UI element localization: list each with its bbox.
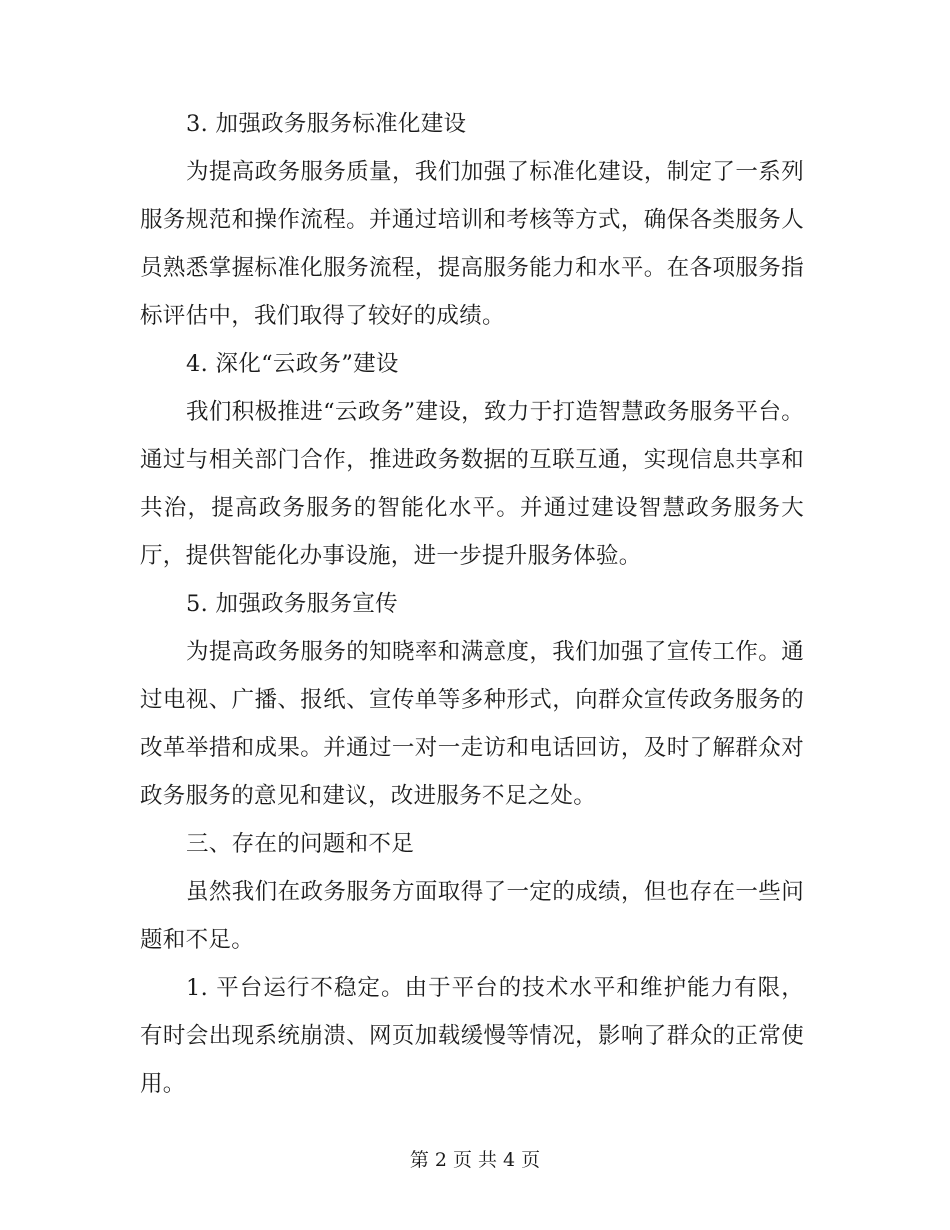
heading-standardization: 3. 加强政务服务标准化建设 [186,111,467,137]
heading-cloud-government: 4. 深化“云政务”建设 [186,351,399,377]
paragraph-cloud-government: 我们积极推进“云政务”建设，致力于打造智慧政务服务平台。通过与相关部门合作，推进政务数据的互联互通，实现信息共享和共治，提高政务服务的智能化水平。并通过建设智慧政务服务大厅，提供智能化办事设施，进一步提升服务体验。 [140,399,804,569]
paragraph-problem-1: 1. 平台运行不稳定。由于平台的技术水平和维护能力有限，有时会出现系统崩溃、网页加载缓慢等情况，影响了群众的正常使用。 [140,975,804,1097]
paragraph-publicity: 为提高政务服务的知晓率和满意度，我们加强了宣传工作。通过电视、广播、报纸、宣传单等多种形式，向群众宣传政务服务的改革举措和成果。并通过一对一走访和电话回访，及时了解群众对政务服务的意见和建议，改进服务不足之处。 [140,639,804,809]
page-number-footer: 第 2 页 共 4 页 [409,1149,541,1171]
document-body [140,100,804,1108]
paragraph-problems-intro: 虽然我们在政务服务方面取得了一定的成绩，但也存在一些问题和不足。 [140,879,804,953]
paragraph-standardization: 为提高政务服务质量，我们加强了标准化建设，制定了一系列服务规范和操作流程。并通过培训和考核等方式，确保各类服务人员熟悉掌握标准化服务流程，提高服务能力和水平。在各项服务指标评估中，我们取得了较好的成绩。 [140,159,804,329]
section-heading-problems: 三、存在的问题和不足 [186,831,415,857]
heading-publicity: 5. 加强政务服务宣传 [186,591,398,617]
